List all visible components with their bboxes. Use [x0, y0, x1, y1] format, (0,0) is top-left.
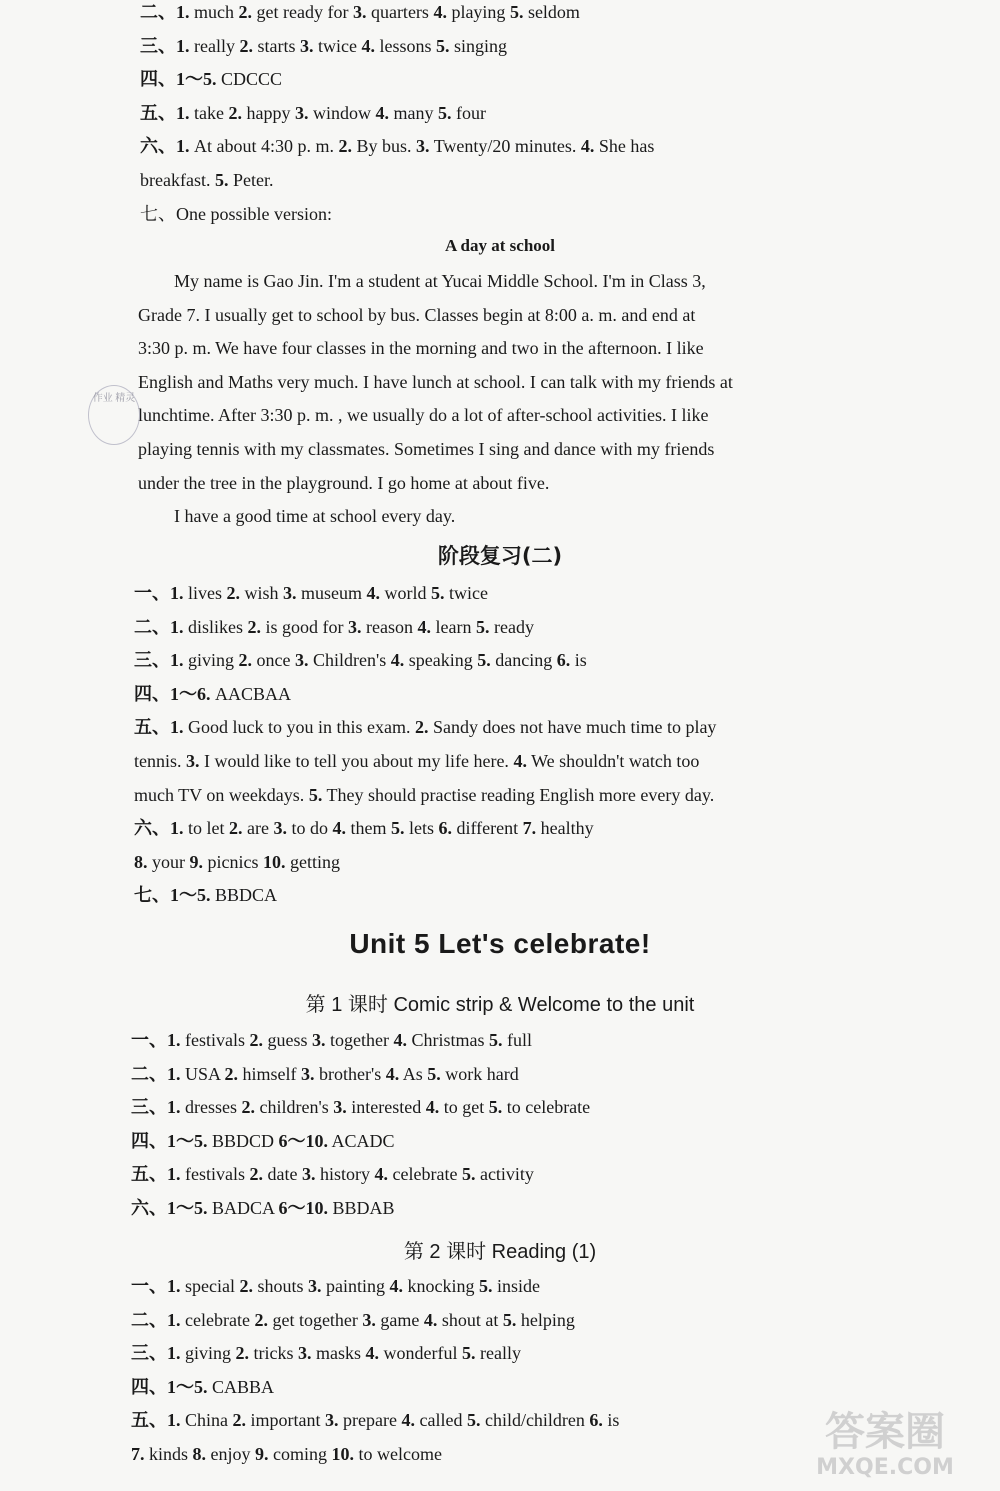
item-number: 2. — [232, 1410, 246, 1431]
item-number: 5. — [391, 818, 405, 839]
item-number: 4. — [374, 1164, 388, 1185]
answer-line — [134, 883, 810, 907]
lesson1-title: 第 1 课时 Comic strip & Welcome to the unit — [305, 994, 695, 1016]
answer-text: breakfast. — [140, 170, 215, 190]
answer-text: game — [375, 1309, 424, 1330]
item-number: 4. — [385, 1063, 400, 1084]
answer-text: learn — [431, 616, 476, 637]
answer-text: festivals — [180, 1164, 250, 1185]
item-number: 6～10. — [278, 1130, 329, 1151]
answer-text: children's — [255, 1097, 334, 1118]
item-number: 七、1～5. — [134, 885, 211, 906]
item-number: 2. — [241, 1097, 255, 1118]
answer-text: China — [180, 1410, 233, 1431]
item-number: 5. — [489, 1030, 503, 1050]
item-number: 5. — [431, 583, 445, 603]
item-number: 3. — [298, 1343, 312, 1364]
answer-text: is good for — [261, 616, 349, 637]
item-number: 4. — [361, 35, 375, 56]
item-number: 2. — [249, 1164, 263, 1185]
item-number: 7. — [131, 1444, 145, 1464]
item-number: 3. — [333, 1097, 347, 1118]
item-number: 五、1. — [131, 1410, 181, 1431]
answer-text: BADCA — [207, 1198, 279, 1218]
item-number: 4. — [425, 1097, 440, 1118]
item-number: 三、1. — [131, 1097, 181, 1118]
answer-text: BBDAB — [328, 1198, 395, 1218]
item-number: 2. — [238, 650, 253, 671]
item-number: 4. — [366, 583, 381, 603]
answer-text: tricks — [249, 1343, 299, 1364]
essay-line: lunchtime. After 3:30 p. m. , we usually do a lot of after-school activities. I like — [138, 405, 709, 426]
item-number: 二、1. — [134, 616, 184, 637]
item-number: 9. — [255, 1444, 269, 1464]
answer-text: giving — [180, 1343, 236, 1364]
answer-text: getting — [285, 851, 340, 872]
answer-text: dislikes — [183, 616, 248, 637]
answer-text: We shouldn't watch too — [526, 751, 700, 771]
answer-text: inside — [492, 1276, 540, 1296]
answer-text: kinds — [144, 1444, 193, 1464]
essay-line: My name is Gao Jin. I'm a student at Yucai Middle School. I'm in Class 3, — [138, 271, 706, 291]
answer-text: brother's — [314, 1063, 386, 1084]
answer-line — [134, 850, 810, 874]
item-number: 5. — [502, 1309, 517, 1330]
item-number: 6. — [589, 1410, 603, 1431]
answer-text: helping — [516, 1309, 575, 1330]
answer-text: CDCCC — [216, 69, 283, 90]
answer-text: prepare — [338, 1410, 402, 1431]
answer-text: get ready for — [252, 2, 353, 22]
answer-text: window — [308, 102, 376, 123]
item-number: 2. — [247, 616, 262, 637]
answer-text: lives — [183, 583, 227, 603]
answer-text: guess — [263, 1030, 312, 1050]
answer-text: celebrate — [180, 1309, 255, 1330]
item-number: 3. — [348, 616, 362, 637]
answer-text: full — [502, 1030, 532, 1050]
answer-line — [134, 615, 810, 639]
essay-line: I have a good time at school every day. — [138, 506, 456, 527]
answer-text: work hard — [440, 1063, 519, 1084]
essay-line: 3:30 p. m. We have four classes in the morning and two in the afternoon. I like — [138, 338, 704, 359]
item-number: 8. — [192, 1444, 207, 1464]
answer-text: playing — [446, 2, 510, 22]
unit-title: Unit 5 Let's celebrate! — [349, 928, 651, 959]
answer-line — [131, 1095, 810, 1119]
answer-text: happy — [241, 102, 295, 123]
item-number: 2. — [226, 583, 240, 603]
answer-text: together — [325, 1030, 394, 1050]
answer-text: twice — [444, 583, 488, 603]
answer-line — [131, 1408, 810, 1432]
item-number: 一、1. — [131, 1030, 181, 1050]
answer-text: Twenty/20 minutes. — [429, 136, 581, 157]
item-number: 5. — [461, 1164, 476, 1185]
item-number: 四、1～5. — [131, 1376, 208, 1397]
answer-line — [131, 1028, 810, 1052]
answer-line — [134, 816, 810, 840]
item-number: 3. — [301, 1063, 315, 1084]
essay-line: English and Maths very much. I have lunch at school. I can talk with my friends at — [138, 371, 733, 392]
item-number: 5. — [308, 784, 323, 805]
answer-text: special — [180, 1276, 240, 1296]
answer-line — [131, 1442, 810, 1466]
answer-text: 七、One possible version: — [140, 203, 332, 224]
answer-text: starts — [252, 35, 300, 56]
item-number: 3. — [312, 1030, 326, 1050]
item-number: 4. — [332, 818, 346, 839]
item-number: 五、1. — [140, 102, 190, 123]
item-number: 五、1. — [131, 1164, 181, 1185]
answer-line — [140, 202, 810, 226]
answer-text: to do — [286, 818, 333, 839]
answer-text: BBDCD — [207, 1130, 279, 1151]
item-number: 4. — [365, 1343, 380, 1364]
item-number: 5. — [435, 35, 450, 56]
answer-text: to celebrate — [502, 1097, 591, 1118]
item-number: 3. — [186, 751, 200, 771]
item-number: 三、1. — [140, 35, 190, 56]
item-number: 5. — [509, 2, 524, 22]
item-number: 二、1. — [140, 2, 190, 22]
item-number: 4. — [389, 1276, 403, 1296]
item-number: 2. — [235, 1343, 250, 1364]
answer-text: different — [452, 818, 523, 839]
answer-text: knocking — [403, 1276, 479, 1296]
item-number: 4. — [423, 1309, 438, 1330]
item-number: 2. — [229, 818, 243, 839]
item-number: 4. — [390, 650, 405, 671]
answer-line — [134, 783, 810, 807]
answer-text: get together — [267, 1309, 363, 1330]
answer-text: interested — [346, 1097, 426, 1118]
answer-text: celebrate — [388, 1164, 462, 1185]
answer-text: much TV on weekdays. — [134, 784, 309, 805]
answer-text: shout at — [437, 1309, 503, 1330]
answer-text: lessons — [374, 35, 436, 56]
answer-text: By bus. — [352, 136, 417, 157]
item-number: 3. — [416, 136, 430, 157]
answer-line — [134, 648, 810, 672]
answer-text: ready — [489, 616, 534, 637]
answer-text: museum — [296, 583, 367, 603]
answer-line — [134, 715, 810, 739]
answer-text: coming — [268, 1444, 332, 1464]
item-number: 2. — [338, 136, 352, 157]
item-number: 3. — [295, 650, 309, 671]
answer-text: They should practise reading English more every day. — [322, 784, 715, 805]
item-number: 3. — [294, 102, 309, 123]
answer-line — [131, 1062, 810, 1086]
answer-text: is — [602, 1410, 620, 1431]
answer-text: Good luck to you in this exam. — [183, 717, 415, 738]
essay-line: under the tree in the playground. I go home at about five. — [138, 472, 550, 493]
answer-text: much — [189, 2, 239, 22]
answer-text: Peter. — [228, 170, 274, 190]
item-number: 5. — [214, 170, 229, 190]
item-number: 三、1. — [131, 1343, 181, 1364]
lesson2-title: 第 2 课时 Reading (1) — [403, 1241, 597, 1263]
item-number: 7. — [522, 818, 537, 839]
item-number: 3. — [352, 2, 367, 22]
essay-line: Grade 7. I usually get to school by bus. Classes begin at 8:00 a. m. and end at — [138, 304, 696, 325]
item-number: 9. — [189, 851, 203, 872]
answer-text: dancing — [490, 650, 557, 671]
item-number: 3. — [299, 35, 314, 56]
answer-text: CABBA — [207, 1376, 275, 1397]
answer-text: wish — [240, 583, 284, 603]
answer-text: world — [380, 583, 432, 603]
watermark-logo: 答案圈 MXQE.COM — [816, 1409, 954, 1480]
item-number: 六、1～5. — [131, 1198, 208, 1218]
item-number: 5. — [427, 1063, 441, 1084]
answer-text: himself — [238, 1063, 302, 1084]
answer-text: As — [399, 1063, 428, 1084]
answer-text: picnics — [203, 851, 263, 872]
answer-text: once — [252, 650, 295, 671]
item-number: 4. — [513, 751, 527, 771]
stamp-logo: 作业 精灵 — [88, 385, 140, 445]
answer-text: twice — [313, 35, 362, 56]
answer-text: enjoy — [206, 1444, 256, 1464]
item-number: 2. — [239, 35, 253, 56]
answer-text: are — [242, 818, 274, 839]
item-number: 10. — [331, 1444, 355, 1464]
item-number: 一、1. — [131, 1276, 181, 1296]
answer-text: I would like to tell you about my life here. — [199, 751, 514, 771]
item-number: 5. — [488, 1097, 503, 1118]
item-number: 2. — [239, 1276, 253, 1296]
answer-text: At about 4:30 p. m. — [189, 136, 339, 157]
answer-text: healthy — [536, 818, 594, 839]
answer-text: date — [263, 1164, 302, 1185]
item-number: 二、1. — [131, 1063, 181, 1084]
item-number: 5. — [437, 102, 452, 123]
answer-text: USA — [180, 1063, 225, 1084]
item-number: 五、1. — [134, 717, 184, 738]
item-number: 3. — [325, 1410, 339, 1431]
answer-text: tennis. — [134, 751, 186, 771]
answer-text: many — [388, 102, 438, 123]
answer-text: AACBAA — [210, 683, 292, 704]
item-number: 5. — [479, 1276, 493, 1296]
item-number: 六、1. — [134, 818, 184, 839]
item-number: 四、1～6. — [134, 683, 211, 704]
answer-line — [140, 134, 810, 158]
item-number: 4. — [393, 1030, 407, 1050]
item-number: 5. — [477, 650, 491, 671]
answer-line — [134, 682, 810, 706]
item-number: 六、1. — [140, 136, 190, 157]
answer-text: lets — [404, 818, 439, 839]
item-number: 3. — [301, 1164, 316, 1185]
item-number: 四、1～5. — [131, 1130, 208, 1151]
answer-text: called — [414, 1410, 467, 1431]
answer-text: history — [315, 1164, 375, 1185]
item-number: 2. — [238, 2, 252, 22]
answer-line — [140, 101, 810, 125]
answer-line — [134, 581, 810, 605]
item-number: 4. — [417, 616, 431, 637]
answer-text: giving — [183, 650, 239, 671]
answer-text: to get — [439, 1097, 489, 1118]
answer-text: take — [189, 102, 229, 123]
answer-line — [140, 34, 810, 58]
answer-text: singing — [449, 35, 507, 56]
answer-text: reason — [361, 616, 418, 637]
answer-text: really — [189, 35, 240, 56]
item-number: 3. — [273, 818, 287, 839]
answer-text: speaking — [404, 650, 478, 671]
answer-text: activity — [475, 1164, 534, 1185]
answer-text: masks — [311, 1343, 366, 1364]
item-number: 2. — [414, 717, 429, 738]
review-section-title: 阶段复习(二) — [437, 544, 563, 568]
answer-text: child/children — [480, 1410, 590, 1431]
answer-line — [131, 1274, 810, 1298]
item-number: 2. — [228, 102, 242, 123]
answer-text: dresses — [180, 1097, 242, 1118]
item-number: 2. — [254, 1309, 268, 1330]
answer-text: quarters — [366, 2, 434, 22]
item-number: 6～10. — [278, 1198, 329, 1218]
item-number: 3. — [283, 583, 297, 603]
answer-text: shouts — [252, 1276, 308, 1296]
item-number: 5. — [466, 1410, 481, 1431]
answer-line — [134, 749, 810, 773]
answer-text: four — [451, 102, 486, 123]
answer-text: your — [147, 851, 190, 872]
answer-line — [131, 1341, 810, 1365]
answer-text: seldom — [523, 2, 580, 22]
item-number: 2. — [224, 1063, 239, 1084]
answer-line — [131, 1162, 810, 1186]
answer-text: them — [346, 818, 391, 839]
answer-text: important — [246, 1410, 325, 1431]
answer-text: festivals — [180, 1030, 250, 1050]
answer-line — [131, 1129, 810, 1153]
answer-text: Sandy does not have much time to play — [428, 717, 717, 738]
answer-line — [131, 1308, 810, 1332]
answer-text: to let — [183, 818, 229, 839]
answer-text: Children's — [308, 650, 391, 671]
essay-title: A day at school — [444, 236, 556, 255]
item-number: 2. — [249, 1030, 263, 1050]
item-number: 5. — [462, 1343, 476, 1364]
essay-line: playing tennis with my classmates. Sometimes I sing and dance with my friends — [138, 439, 715, 459]
answer-text: wonderful — [379, 1343, 462, 1364]
answer-line — [140, 0, 810, 24]
item-number: 3. — [308, 1276, 322, 1296]
answer-text: ACADC — [328, 1130, 395, 1151]
item-number: 6. — [556, 650, 571, 671]
answer-line — [131, 1375, 810, 1399]
answer-text: She has — [594, 136, 655, 157]
answer-text: is — [570, 650, 587, 671]
answer-line — [140, 168, 810, 192]
item-number: 5. — [475, 616, 490, 637]
item-number: 8. — [134, 851, 148, 872]
item-number: 3. — [362, 1309, 376, 1330]
answer-line — [140, 67, 810, 91]
item-number: 4. — [433, 2, 447, 22]
item-number: 4. — [580, 136, 595, 157]
answer-text: BBDCA — [210, 885, 278, 906]
item-number: 三、1. — [134, 650, 184, 671]
answer-text: Christmas — [406, 1030, 489, 1050]
answer-text: really — [475, 1343, 521, 1364]
item-number: 一、1. — [134, 583, 184, 603]
answer-line — [131, 1196, 810, 1220]
item-number: 10. — [263, 851, 286, 872]
item-number: 四、1～5. — [140, 69, 217, 90]
item-number: 二、1. — [131, 1309, 181, 1330]
answer-text: to welcome — [354, 1444, 442, 1464]
item-number: 4. — [375, 102, 389, 123]
item-number: 4. — [401, 1410, 415, 1431]
item-number: 6. — [438, 818, 452, 839]
answer-text: painting — [321, 1276, 390, 1296]
